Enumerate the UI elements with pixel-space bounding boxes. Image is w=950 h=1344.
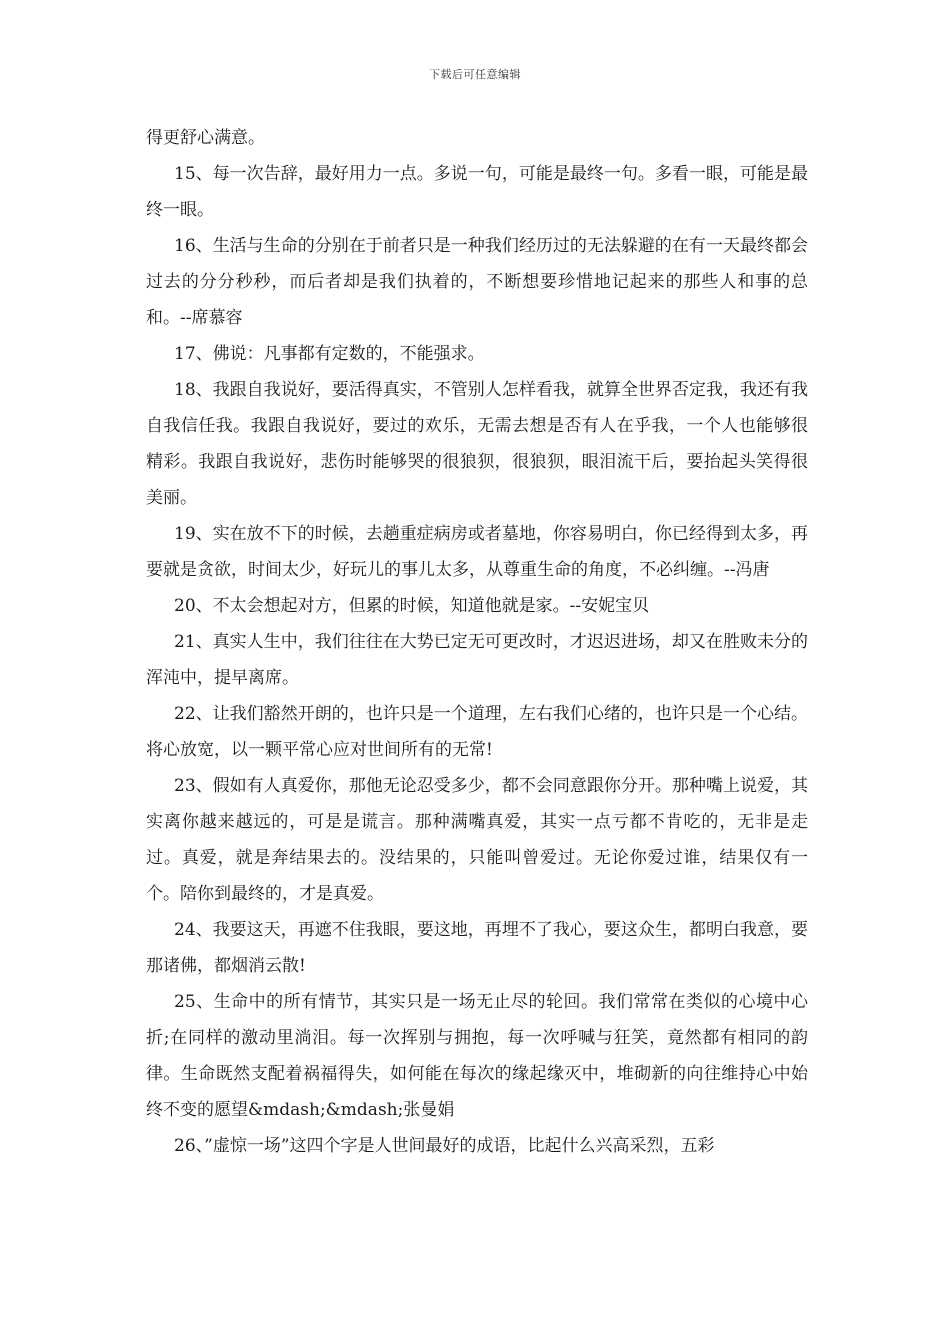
paragraph: 25、生命中的所有情节，其实只是一场无止尽的轮回。我们常常在类似的心境中心折;在同样的激动里淌泪。每一次挥别与拥抱，每一次呼喊与狂笑，竟然都有相同的韵律。生命既然支配着祸福得失，如何能在每次的缘起缘灭中，堆砌新的向往维持心中始终不变的愿望&mdash;&mdash;张曼娟 (146, 992, 808, 1120)
paragraph: 19、实在放不下的时候，去趟重症病房或者墓地，你容易明白，你已经得到太多，再要就是贪欲，时间太少，好玩儿的事儿太多，从尊重生命的角度，不必纠缠。--冯唐 (146, 524, 808, 580)
paragraph: 23、假如有人真爱你，那他无论忍受多少，都不会同意跟你分开。那种嘴上说爱，其实离你越来越远的，可是是谎言。那种满嘴真爱，其实一点亏都不肯吃的，无非是走过。真爱，就是奔结果去的。没结果的，只能叫曾爱过。无论你爱过谁，结果仅有一个。陪你到最终的，才是真爱。 (146, 776, 808, 904)
paragraph: 21、真实人生中，我们往往在大势已定无可更改时，才迟迟进场，却又在胜败未分的浑沌中，提早离席。 (146, 632, 808, 688)
paragraph: 22、让我们豁然开朗的，也许只是一个道理，左右我们心绪的，也许只是一个心结。将心放宽，以一颗平常心应对世间所有的无常! (146, 704, 808, 760)
paragraph: 16、生活与生命的分别在于前者只是一种我们经历过的无法躲避的在有一天最终都会过去的分分秒秒，而后者却是我们执着的，不断想要珍惜地记起来的那些人和事的总和。--席慕容 (146, 236, 808, 328)
page-header: 下载后可任意编辑 (429, 68, 521, 81)
paragraph: 15、每一次告辞，最好用力一点。多说一句，可能是最终一句。多看一眼，可能是最终一眼。 (146, 164, 808, 220)
document-body (146, 120, 808, 1164)
paragraph: 20、不太会想起对方，但累的时候，知道他就是家。--安妮宝贝 (174, 596, 650, 616)
paragraph: 24、我要这天，再遮不住我眼，要这地，再埋不了我心，要这众生，都明白我意，要那诸佛，都烟消云散! (146, 920, 808, 976)
paragraph: 18、我跟自我说好，要活得真实，不管别人怎样看我，就算全世界否定我，我还有我自我信任我。我跟自我说好，要过的欢乐，无需去想是否有人在乎我，一个人也能够很精彩。我跟自我说好，悲伤时能够哭的很狼狈，很狼狈，眼泪流干后，要抬起头笑得很美丽。 (146, 380, 808, 508)
paragraph: 17、佛说：凡事都有定数的，不能强求。 (174, 344, 485, 364)
paragraph: 26、”虚惊一场”这四个字是人世间最好的成语，比起什么兴高采烈，五彩 (174, 1136, 715, 1156)
paragraph: 得更舒心满意。 (146, 128, 265, 148)
